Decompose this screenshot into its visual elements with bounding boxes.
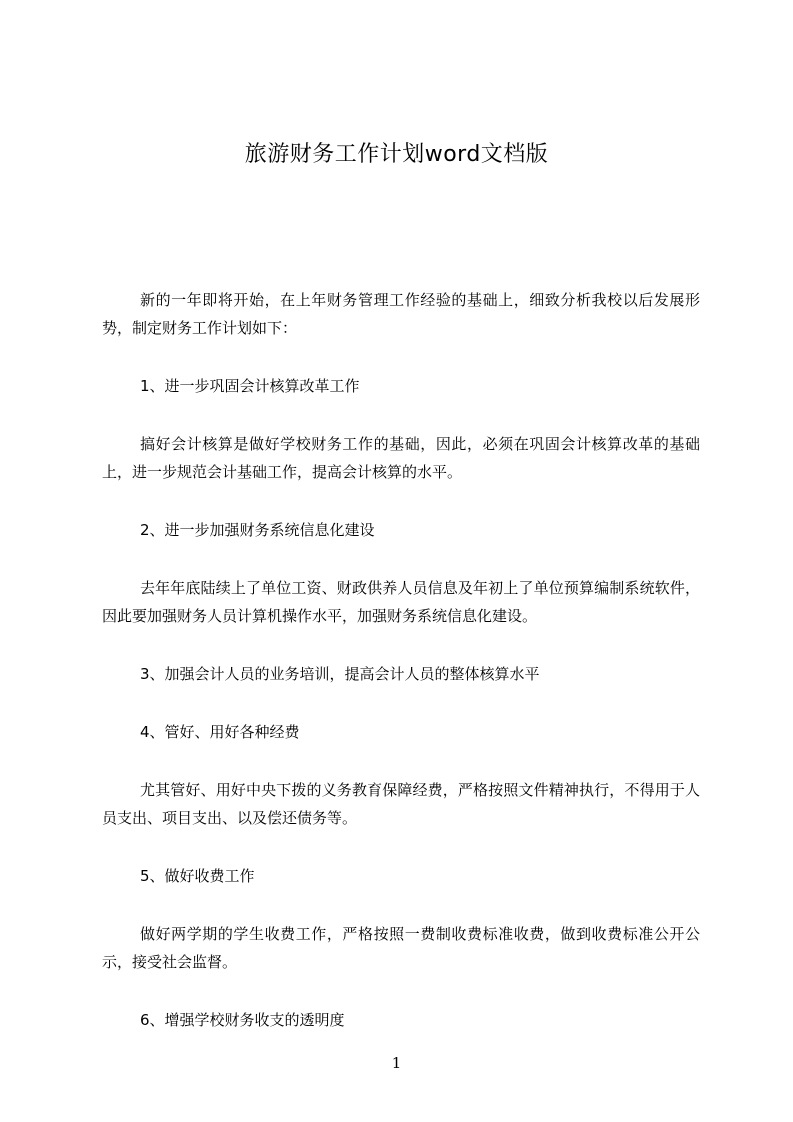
- section-heading-4: 4、管好、用好各种经费: [140, 723, 300, 741]
- section-heading-2: 2、进一步加强财务系统信息化建设: [140, 521, 375, 539]
- section-body-4: 尤其管好、用好中央下拨的义务教育保障经费，严格按照文件精神执行，不得用于人员支出、项目支出、以及偿还债务等。: [102, 781, 700, 827]
- section-heading-1: 1、进一步巩固会计核算改革工作: [140, 377, 360, 395]
- section-body-5: 做好两学期的学生收费工作，严格按照一费制收费标准收费，做到收费标准公开公示，接受社会监督。: [102, 925, 700, 971]
- section-body-1: 搞好会计核算是做好学校财务工作的基础，因此，必须在巩固会计核算改革的基础上，进一步规范会计基础工作，提高会计核算的水平。: [102, 435, 700, 481]
- page-number: 1: [391, 1054, 402, 1072]
- document-body: [102, 286, 700, 1034]
- section-heading-3: 3、加强会计人员的业务培训，提高会计人员的整体核算水平: [140, 665, 540, 683]
- section-heading-5: 5、做好收费工作: [140, 867, 255, 885]
- section-heading-6: 6、增强学校财务收支的透明度: [140, 1011, 345, 1029]
- section-body-2: 去年年底陆续上了单位工资、财政供养人员信息及年初上了单位预算编制系统软件，因此要加强财务人员计算机操作水平，加强财务系统信息化建设。: [102, 579, 700, 625]
- intro-paragraph: 新的一年即将开始，在上年财务管理工作经验的基础上，细致分析我校以后发展形势，制定财务工作计划如下：: [102, 291, 700, 337]
- document-title: 旅游财务工作计划word文档版: [244, 142, 549, 167]
